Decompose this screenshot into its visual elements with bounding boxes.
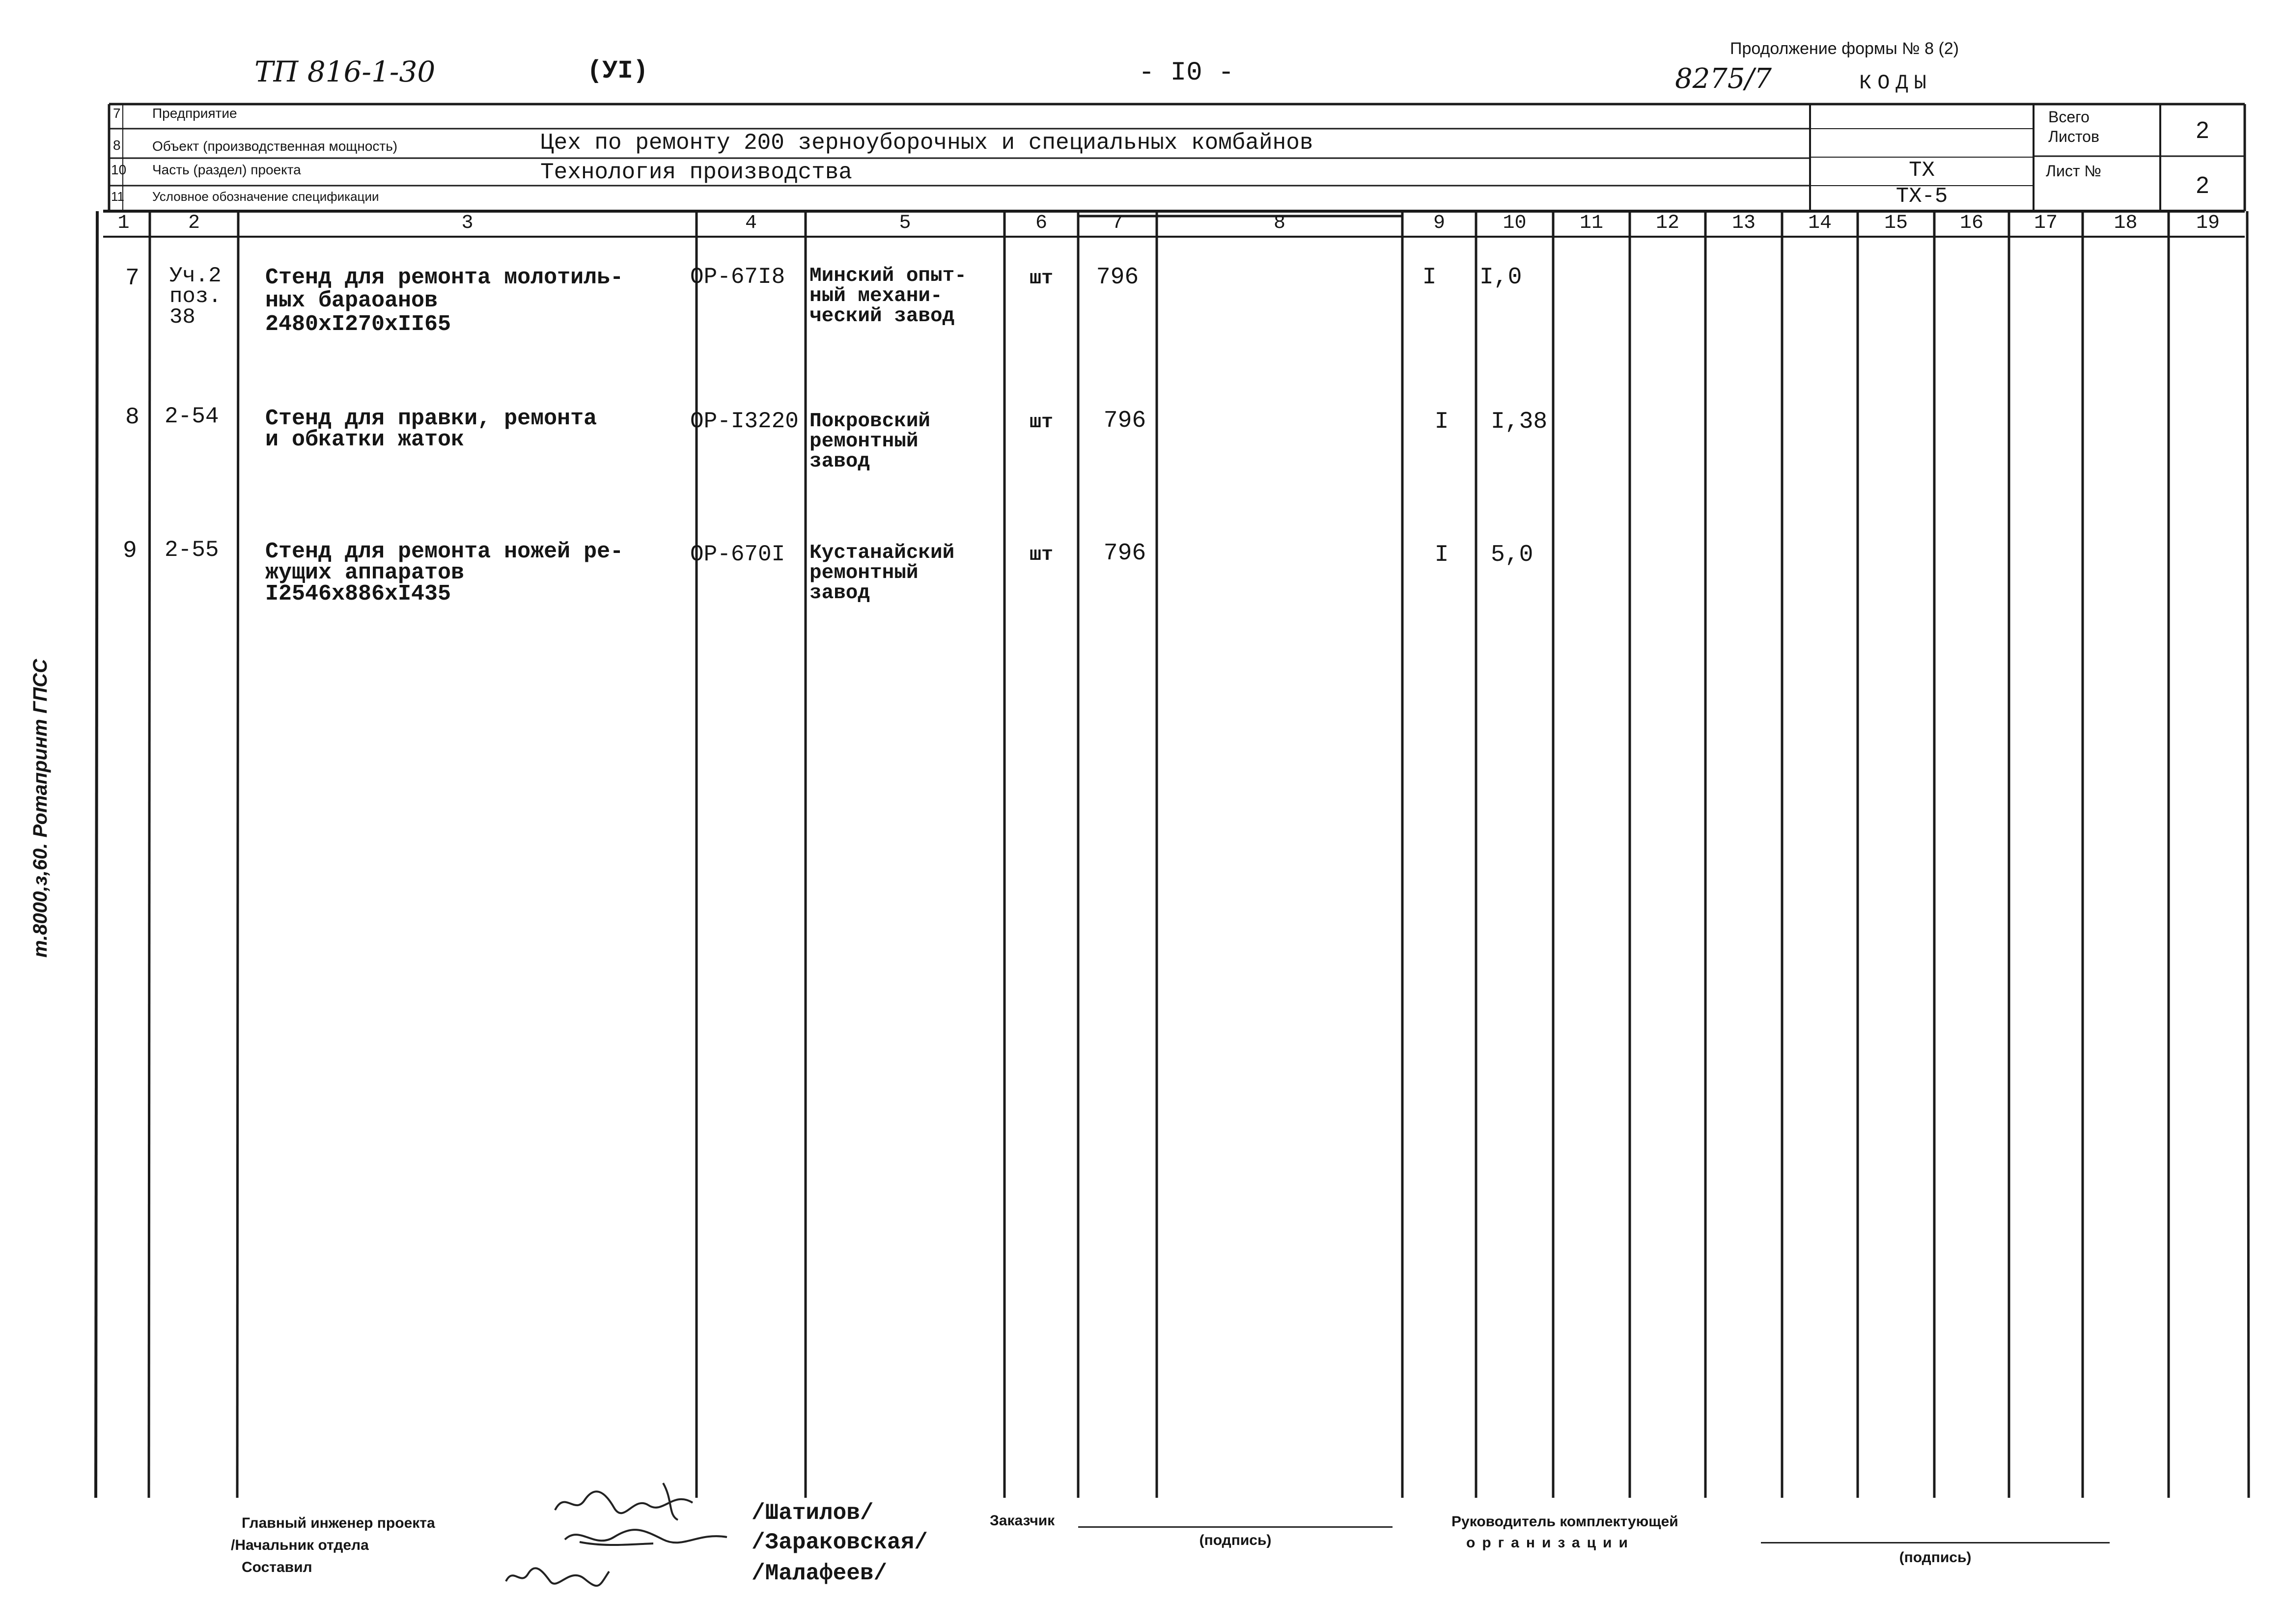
manufacturer-cell: Минский опыт- ный механи- ческий завод	[809, 265, 967, 328]
unit-cell: шт	[1029, 544, 1053, 566]
signature-zarakovskaya	[560, 1520, 737, 1554]
header-label-enterprise: Предприятие	[152, 106, 237, 121]
type-cell: ОР-I3220	[690, 409, 799, 434]
mass-cell: 5,0	[1491, 542, 1533, 568]
col-num-6: 6	[1035, 212, 1047, 234]
total-sheets-label: Всего Листов	[2048, 108, 2099, 145]
col-num-15: 15	[1884, 212, 1908, 234]
col-num-5: 5	[899, 212, 911, 234]
equipment-name-cell: Стенд для ремонта ножей ре- жущих аппаратов I2546х886хI435	[265, 539, 624, 606]
unit-code-cell: 796	[1096, 264, 1139, 291]
sheet-number-value: 2	[2196, 172, 2209, 198]
col-num-7: 7	[1111, 212, 1123, 234]
code-tx: ТХ	[1909, 158, 1935, 183]
position-cell: Уч.2 поз. 38	[169, 264, 222, 330]
org-signature-line	[1761, 1542, 2110, 1543]
customer-signature-caption: (подпись)	[1199, 1532, 1272, 1548]
equipment-name-cell: Стенд для правки, ремонта и обкатки жаток	[265, 406, 597, 452]
header-value-part: Технология производства	[540, 160, 852, 185]
col-num-10: 10	[1503, 212, 1527, 234]
sheet-number-label: Лист №	[2046, 162, 2101, 180]
document-code: ТП 816-1-30	[254, 55, 436, 88]
compiled-by-label: Составил	[242, 1559, 312, 1575]
manufacturer-cell: Кустанайский ремонтный завод	[809, 542, 955, 605]
col-num-19: 19	[2196, 212, 2220, 234]
col-num-14: 14	[1808, 212, 1832, 234]
quantity-cell: I	[1434, 409, 1449, 435]
mass-cell: I,0	[1479, 264, 1522, 291]
code-tx5: ТХ-5	[1896, 184, 1948, 209]
header-label-part: Часть (раздел) проекта	[152, 162, 301, 177]
type-cell: ОР-670I	[690, 542, 785, 567]
archive-number: 8275/7	[1675, 63, 1772, 95]
position-cell: 2-55	[165, 537, 219, 563]
page-number: - I0 -	[1139, 58, 1234, 88]
quantity-cell: I	[1422, 264, 1437, 291]
row-number: 9	[123, 538, 137, 564]
org-head-label: Руководитель комплектующей	[1451, 1514, 1678, 1530]
header-row-num-10: 10	[111, 162, 127, 177]
unit-code-cell: 796	[1103, 540, 1146, 567]
customer-signature-line	[1078, 1526, 1393, 1528]
col-num-13: 13	[1731, 212, 1756, 234]
total-sheets-value: 2	[2196, 117, 2209, 143]
unit-cell: шт	[1029, 412, 1053, 434]
col-num-12: 12	[1655, 212, 1679, 234]
col-num-8: 8	[1273, 212, 1285, 234]
unit-cell: шт	[1029, 268, 1053, 290]
col-num-9: 9	[1433, 212, 1445, 234]
name-zarakovskaya: /Зараковская/	[752, 1530, 928, 1555]
header-row-num-7: 7	[113, 106, 121, 121]
manufacturer-cell: Покровский ремонтный завод	[809, 410, 931, 473]
col-num-2: 2	[188, 212, 200, 234]
signature-shatilov	[550, 1481, 712, 1525]
col-num-4: 4	[745, 212, 757, 234]
header-label-spec: Условное обозначение спецификации	[152, 189, 379, 204]
header-label-object: Объект (производственная мощность)	[152, 138, 398, 154]
col-num-16: 16	[1959, 212, 1983, 234]
org-label: организации	[1466, 1535, 1635, 1551]
col-num-17: 17	[2034, 212, 2058, 234]
department-head-label: /Начальник отдела	[231, 1537, 369, 1553]
equipment-name-cell: Стенд для ремонта молотиль- ных бараоанов 2480хI270хII65	[265, 265, 624, 337]
album-number: (УI)	[587, 56, 648, 85]
col-num-11: 11	[1579, 212, 1603, 234]
form-caption: Продолжение формы № 8 (2)	[1730, 39, 1959, 58]
unit-code-cell: 796	[1103, 408, 1146, 434]
name-malafeev: /Малафеев/	[752, 1561, 888, 1586]
row-number: 7	[125, 265, 139, 292]
quantity-cell: I	[1434, 542, 1449, 568]
col-num-3: 3	[461, 212, 474, 234]
header-value-object: Цех по ремонту 200 зерноуборочных и специальных комбайнов	[540, 130, 1313, 156]
col-num-1: 1	[117, 212, 130, 234]
print-run-note: т.8000,з,60. Ротапринт ГПСС	[29, 659, 51, 958]
position-cell: 2-54	[165, 404, 219, 429]
mass-cell: I,38	[1491, 409, 1548, 435]
header-row-num-8: 8	[113, 138, 121, 153]
name-shatilov: /Шатилов/	[752, 1500, 874, 1526]
customer-label: Заказчик	[990, 1513, 1055, 1529]
type-cell: ОР-67I8	[690, 264, 785, 290]
chief-engineer-label: Главный инженер проекта	[242, 1515, 435, 1531]
codes-label: КОДЫ	[1859, 71, 1932, 95]
row-number: 8	[125, 404, 139, 431]
org-signature-caption: (подпись)	[1899, 1549, 1972, 1566]
col-num-18: 18	[2114, 212, 2138, 234]
signature-malafeev	[501, 1557, 614, 1596]
header-row-num-11: 11	[111, 189, 124, 204]
